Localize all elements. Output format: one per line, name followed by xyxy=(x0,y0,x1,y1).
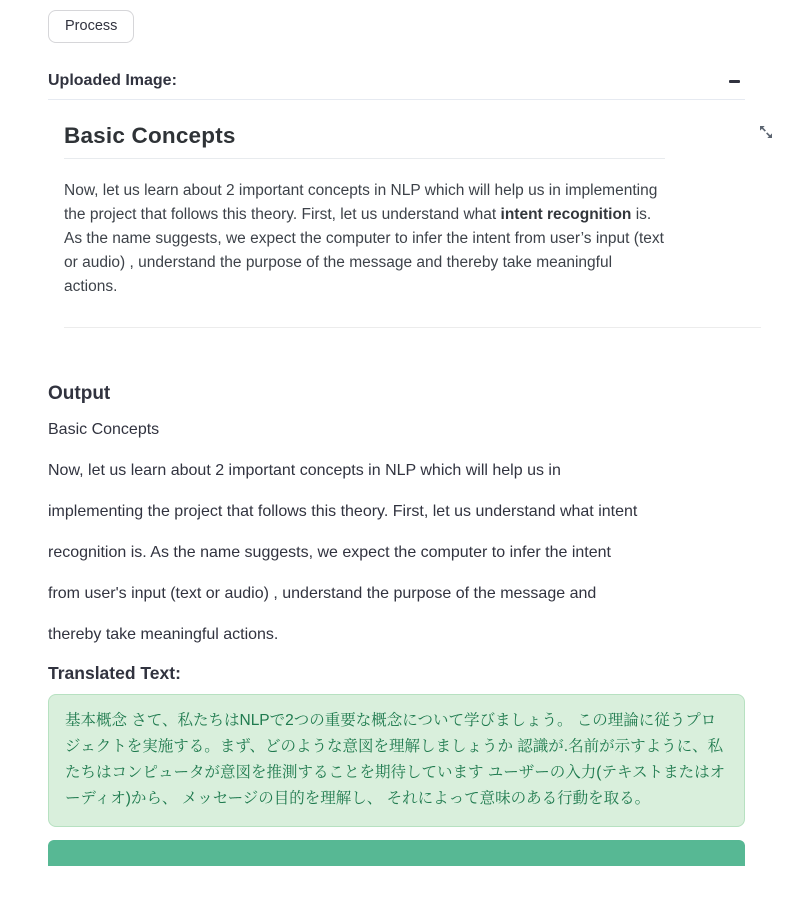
process-button[interactable]: Process xyxy=(48,10,134,43)
translated-text: 基本概念 さて、私たちはNLPで2つの重要な概念について学びましょう。 この理論に従うプロジェクトを実施する。まず、どのような意図を理解しましょうか 認識が.名前が示すように、私たちはコンピュータが意図を推測することを期待しています ユーザーの入力(テキストまたはオーディオ)から、 メッセージの目的を理解し、 それによって意味のある行動を取る。 xyxy=(65,712,726,807)
document-title-rule xyxy=(64,158,665,159)
document-paragraph-part1: Now, let us learn about 2 important concepts in NLP which will help us in implementing the project that follows this theory. First, let us understand what xyxy=(64,182,658,223)
minus-icon xyxy=(729,80,740,83)
uploaded-image-expander-header[interactable] xyxy=(48,70,745,92)
output-line: Now, let us learn about 2 important concepts in NLP which will help us in xyxy=(48,462,561,479)
bottom-accent-bar xyxy=(48,840,745,866)
main-content xyxy=(48,0,745,866)
output-line: from user's input (text or audio) , understand the purpose of the message and xyxy=(48,585,597,602)
translated-text-heading: Translated Text: xyxy=(48,663,181,683)
fullscreen-expand-icon xyxy=(758,124,774,140)
translated-text-success-box xyxy=(48,694,745,827)
output-line: Basic Concepts xyxy=(48,421,160,438)
fullscreen-button[interactable] xyxy=(757,124,775,142)
output-line: implementing the project that follows this theory. First, let us understand what intent xyxy=(48,503,638,520)
uploaded-image-label: Uploaded Image: xyxy=(48,72,177,89)
intent-recognition-bold: intent recognition xyxy=(500,206,632,223)
uploaded-image xyxy=(48,100,745,328)
output-line: thereby take meaningful actions. xyxy=(48,626,279,643)
image-bottom-rule xyxy=(64,327,761,328)
document-paragraph xyxy=(64,179,668,299)
output-line: recognition is. As the name suggests, we expect the computer to infer the intent xyxy=(48,544,611,561)
document-paragraph-part2: is. As the name suggests, we expect the computer to infer the intent from user’s input (text or audio) , understand the purpose of the message and thereby take meaningful actions. xyxy=(64,206,664,295)
collapse-button[interactable] xyxy=(723,70,745,92)
output-heading: Output xyxy=(48,383,111,404)
output-text xyxy=(48,417,745,647)
document-title: Basic Concepts xyxy=(64,123,236,148)
